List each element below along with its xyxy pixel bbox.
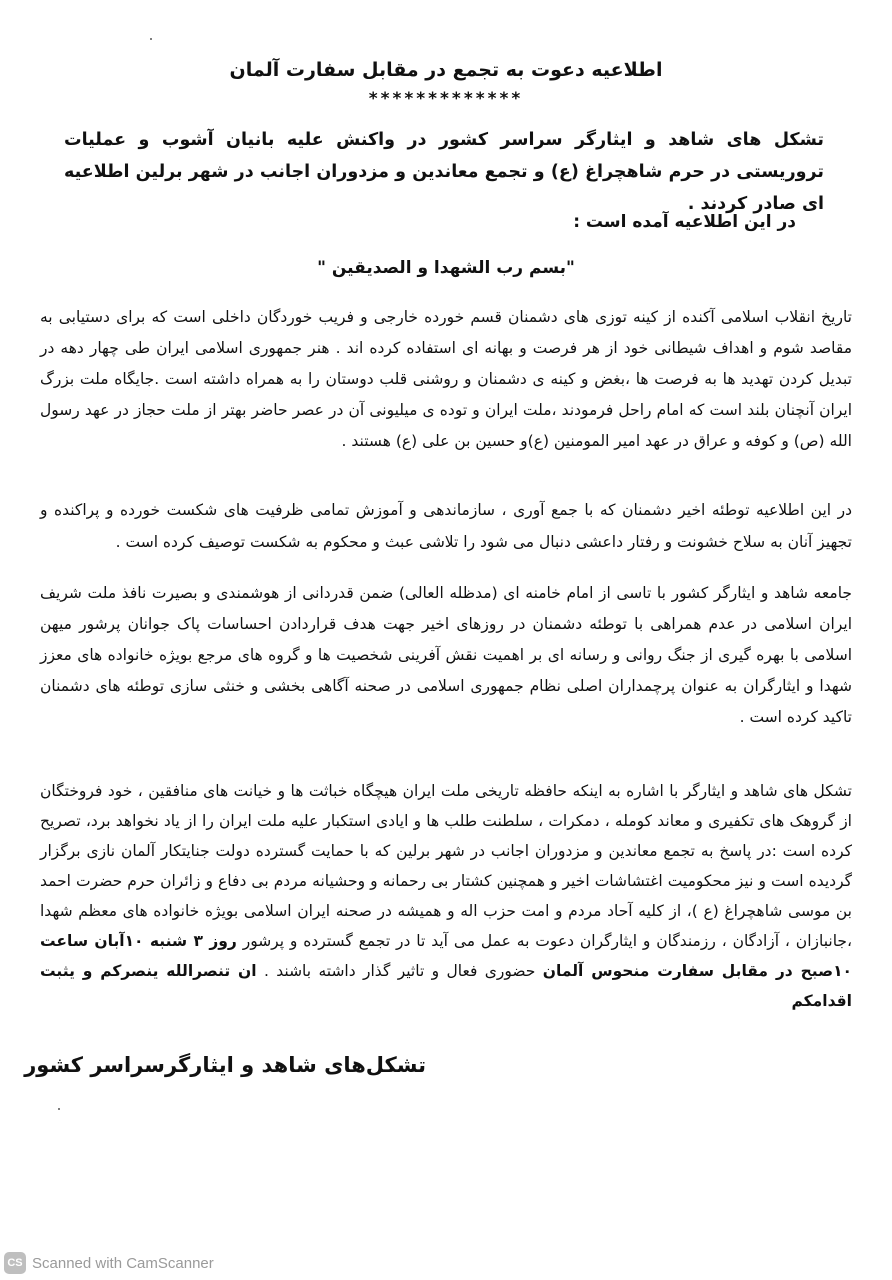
bismillah-heading: "بسم رب الشهدا و الصدیقین " (317, 258, 575, 278)
scan-speck (58, 1108, 60, 1110)
announcement-subheading: در این اطلاعیه آمده است : (573, 212, 796, 232)
paragraph-4 (40, 776, 852, 1016)
camscanner-logo-icon: CS (4, 1252, 26, 1274)
rally-time-location: روز ۳ شنبه ۱۰آبان ساعت ۱۰صبح در مقابل سفارت منحوس آلمان (40, 932, 852, 980)
watermark-text: Scanned with CamScanner (32, 1254, 214, 1272)
paragraph-2: در این اطلاعیه توطئه اخیر دشمنان که با جمع آوری ، سازماندهی و آموزش تمامی ظرفیت های شکست خورده و پراکنده و تجهیز آنان به سلاح خشونت و رفتار داعشی دنبال می شود را تلاشی عبث و محکوم به شکست توصیف کرده است . (40, 501, 852, 551)
paragraph-4-ending: حضوری فعال و تاثیر گذار داشته باشند . (263, 962, 536, 980)
document-title: اطلاعیه دعوت به تجمع در مقابل سفارت آلمان (229, 59, 663, 81)
camscanner-watermark (4, 1252, 214, 1274)
paragraph-3: جامعه شاهد و ایثارگر کشور با تاسی از امام خامنه ای (مدظله العالی) ضمن قدردانی از هوشمندی و بصیرت نافذ ملت شریف ایران اسلامی در عدم همراهی با توطئه دشمنان در روزهای اخیر جهت هدف قراردادن احساسات پاک جوانان پرشور میهن اسلامی با بهره گیری از جنگ روانی و رسانه ای بر اهمیت نقش آفرینی شخصیت ها و گروه های مرجع بویژه خانواده های معزز شهدا و ایثارگران به عنوان پرچمداران اصلی نظام جمهوری اسلامی در صحنه آگاهی بخشی و خنثی سازی توطئه های دشمنان تاکید کرده است . (40, 584, 852, 726)
paragraph-4-text: تشکل های شاهد و ایثارگر با اشاره به اینکه حافظه تاریخی ملت ایران هیچگاه خباثت ها و خیانت های منافقین ، خود فروختگان از گروهک های تکفیری و معاند کومله ، دمکرات ، سلطنت طلب ها و ایادی استکبار علیه ملت ایران را از یاد نخواهد برد، تصریح کرده است :در پاسخ به تجمع معاندین و مزدوران اجانب در شهر برلین که با حمایت گسترده دولت جنایتکار آلمان نازی برگزار گردیده است و نیز محکومیت اغتشاشات اخیر و همچنین کشتار بی رحمانه و وحشیانه مردم بی دفاع و زائران حرم حضرت احمد بن موسی شاهچراغ (ع )، از کلیه آحاد مردم و امت حزب اله و همیشه در صحنه ایران اسلامی بویژه خانواده های معظم شهدا ،جانبازان ، آزادگان ، رزمندگان و ایثارگران دعوت به عمل می آید تا در تجمع گسترده و پرشور (40, 782, 853, 950)
paragraph-1: تاریخ انقلاب اسلامی آکنده از کینه توزی های دشمنان قسم خورده خارجی و فریب خوردگان داخلی است که برای دستیابی به مقاصد شوم و اهداف شیطانی خود از هر فرصت و بهانه ای استفاده کرده اند . هنر جمهوری اسلامی ایران طی چهار دهه در تبدیل کردن تهدید ها به فرصت ها ،بغض و کینه ی دشمنان و روشنی قلب دوستان را به همراه داشته است .جایگاه ملت بزرگ ایران آنچنان بلند است که امام راحل فرمودند ،ملت ایران و توده ی میلیونی آن در عصر حاضر بهتر از ملت حجاز در عهد رسول الله (ص) و کوفه و عراق در عهد امیر المومنین (ع)و حسین بن علی (ع) هستند . (40, 308, 852, 450)
intro-paragraph: تشکل های شاهد و ایثارگر سراسر کشور در واکنش علیه بانیان آشوب و عملیات تروریستی در حرم شاهچراغ (ع) و تجمع معاندین و مزدوران اجانب در شهر برلین اطلاعیه ای صادر کردند . (64, 130, 824, 214)
scan-speck (150, 38, 152, 40)
title-separator-stars: ************* (368, 89, 524, 109)
closing-verse: ان تنصرالله ینصرکم و یثبت اقدامکم (40, 962, 852, 1010)
signature: تشکل‌های شاهد و ایثارگرسراسر کشور (24, 1053, 426, 1077)
